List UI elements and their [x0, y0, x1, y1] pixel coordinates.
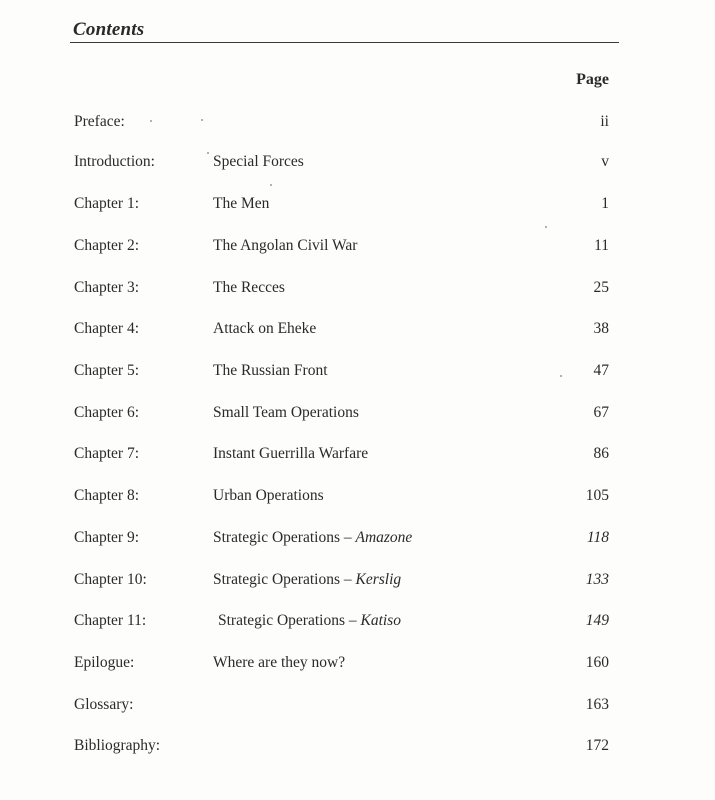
entry-title	[213, 571, 401, 589]
toc-entry-chapter-8	[0, 487, 715, 511]
toc-entry-chapter-4	[0, 320, 715, 344]
toc-entry-chapter-7	[0, 445, 715, 469]
entry-page-number: ii	[600, 113, 609, 130]
entry-label: Chapter 8:	[74, 487, 139, 504]
entry-page-number: 11	[594, 237, 609, 254]
toc-entry-chapter-1	[0, 195, 715, 219]
entry-title-operation: Kerslig	[355, 571, 402, 588]
toc-entry-preface	[0, 113, 715, 137]
entry-label: Introduction:	[74, 153, 155, 170]
entry-label: Chapter 5:	[74, 362, 139, 379]
contents-heading: Contents	[73, 19, 145, 40]
toc-entry-chapter-10	[0, 571, 715, 595]
entry-label: Chapter 4:	[74, 320, 139, 337]
entry-label: Glossary:	[74, 696, 134, 713]
entry-title-main: Strategic Operations –	[213, 529, 356, 546]
entry-title: The Russian Front	[213, 362, 328, 379]
scan-speck	[201, 119, 203, 121]
entry-label: Chapter 6:	[74, 404, 139, 421]
entry-title-operation: Amazone	[355, 529, 413, 546]
entry-label: Chapter 7:	[74, 445, 139, 462]
toc-entry-introduction	[0, 153, 715, 177]
entry-page-number: 38	[593, 320, 609, 337]
page-column-header: Page	[576, 71, 609, 88]
entry-page-number: 1	[601, 195, 609, 212]
entry-page-number: 86	[593, 445, 609, 462]
scan-speck	[270, 184, 272, 186]
entry-title: Instant Guerrilla Warfare	[213, 445, 369, 462]
entry-label: Chapter 9:	[74, 529, 139, 546]
entry-title	[218, 612, 401, 630]
entry-title: Attack on Eheke	[213, 320, 317, 337]
entry-label: Chapter 2:	[74, 237, 139, 254]
entry-page-number: 149	[585, 612, 609, 629]
entry-title	[213, 529, 412, 547]
entry-label: Epilogue:	[74, 654, 135, 671]
entry-label: Chapter 11:	[74, 612, 147, 629]
entry-page-number: 25	[593, 279, 609, 296]
toc-entry-chapter-2	[0, 237, 715, 261]
toc-entry-glossary	[0, 696, 715, 720]
toc-entry-chapter-6	[0, 404, 715, 428]
entry-page-number: v	[601, 153, 609, 170]
entry-title: Special Forces	[213, 153, 304, 170]
entry-title-operation: Katiso	[360, 612, 401, 629]
entry-page-number: 105	[585, 487, 609, 504]
entry-title: The Recces	[213, 279, 285, 296]
entry-label: Preface:	[74, 113, 125, 130]
entry-title: The Angolan Civil War	[213, 237, 358, 254]
scan-speck	[545, 226, 547, 228]
entry-page-number: 160	[585, 654, 609, 671]
entry-label: Chapter 10:	[74, 571, 147, 588]
toc-entry-chapter-11	[0, 612, 715, 636]
entry-title: The Men	[213, 195, 270, 212]
toc-entry-chapter-3	[0, 279, 715, 303]
entry-title: Where are they now?	[213, 654, 346, 671]
toc-entry-chapter-9	[0, 529, 715, 553]
toc-entry-bibliography	[0, 737, 715, 761]
scan-speck	[207, 152, 209, 154]
toc-entry-epilogue	[0, 654, 715, 678]
entry-label: Chapter 1:	[74, 195, 139, 212]
entry-title-main: Strategic Operations –	[218, 612, 361, 629]
scan-speck	[560, 375, 562, 377]
entry-page-number: 172	[585, 737, 609, 754]
entry-label: Chapter 3:	[74, 279, 139, 296]
entry-title: Urban Operations	[213, 487, 324, 504]
entry-page-number: 47	[593, 362, 609, 379]
toc-entry-chapter-5	[0, 362, 715, 386]
scan-speck	[150, 120, 152, 122]
entry-page-number: 133	[585, 571, 609, 588]
entry-page-number: 118	[586, 529, 609, 546]
entry-title: Small Team Operations	[213, 404, 359, 421]
entry-page-number: 67	[593, 404, 609, 421]
entry-page-number: 163	[585, 696, 609, 713]
entry-title-main: Strategic Operations –	[213, 571, 356, 588]
entry-label: Bibliography:	[74, 737, 161, 754]
